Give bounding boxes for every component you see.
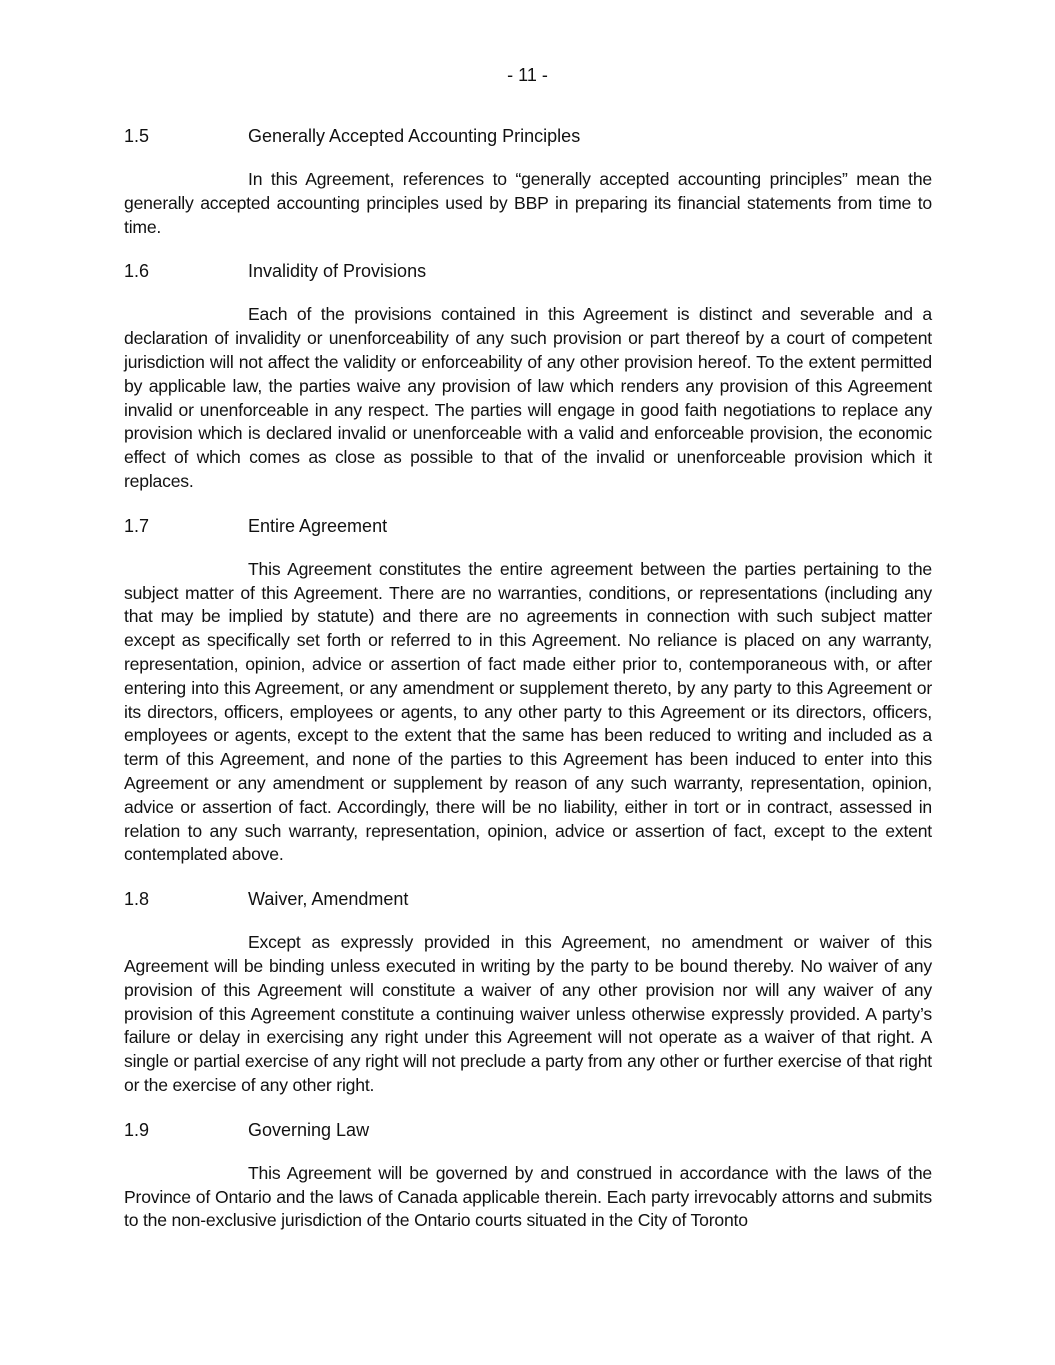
section-heading (124, 259, 932, 283)
section-paragraph: This Agreement will be governed by and construed in accordance with the laws of the Province of Ontario and the laws of Canada applicable therein. Each party irrevocably attorns and submits to the non-exclusive jurisdiction of the Ontario courts situated in the City of Toronto (124, 1162, 932, 1231)
section-heading (124, 124, 932, 148)
section-paragraph: In this Agreement, references to “generally accepted accounting principles” mean the generally accepted accounting principles used by BBP in preparing its financial statements from time to time. (124, 169, 932, 237)
section-title: Generally Accepted Accounting Principles (248, 126, 581, 146)
section-number: 1.7 (124, 515, 150, 536)
section-number: 1.6 (124, 261, 150, 282)
section-paragraph: Each of the provisions contained in this Agreement is distinct and severable and a declaration of invalidity or unenforceability of any such provision or part thereof by a court of competent jurisdiction will not affect the validity or enforceability of any other provision hereof. To the extent permitted by applicable law, the parties waive any provision of law which renders any provision of this Agreement invalid or unenforceable in any respect. The parties will engage in good faith negotiations to replace any provision which is declared invalid or unenforceable with a valid and enforceable provision, the economic effect of which comes as close as possible to that of the invalid or unenforceable provision which it replaces. (124, 304, 932, 491)
section-heading (124, 514, 932, 538)
section-title: Entire Agreement (248, 515, 388, 536)
section-heading (124, 1118, 932, 1142)
section-title: Governing Law (248, 1119, 370, 1140)
section-heading (124, 887, 932, 911)
section-1-9 (124, 1118, 932, 1233)
section-1-5 (124, 124, 932, 239)
section-1-6 (124, 259, 932, 493)
section-paragraph: Except as expressly provided in this Agreement, no amendment or waiver of this Agreement will be binding unless executed in writing by the party to be bound thereby. No waiver of any provision of this Agreement will constitute a waiver of any other provision nor will any waiver of any provision of this Agreement constitute a continuing waiver unless otherwise expressly provided. A party’s failure or delay in exercising any right under this Agreement will not operate as a waiver of that right. A single or partial exercise of any right will not preclude a party from any other or further exercise of that right or the exercise of any other right. (124, 932, 932, 1095)
section-number: 1.8 (124, 889, 150, 910)
section-1-8 (124, 887, 932, 1098)
section-number: 1.9 (124, 1119, 150, 1140)
document-body (124, 124, 932, 1253)
section-1-7 (124, 514, 932, 867)
section-title: Waiver, Amendment (248, 889, 409, 910)
section-title: Invalidity of Provisions (248, 261, 427, 282)
section-number: 1.5 (124, 126, 150, 146)
section-paragraph: This Agreement constitutes the entire agreement between the parties pertaining to the subject matter of this Agreement. There are no warranties, conditions, or representations (including any that may be implied by statute) and there are no agreements in connection with such subject matter except as specifically set forth or referred to in this Agreement. No reliance is placed on any warranty, representation, opinion, advice or assertion of fact made either prior to, contemporaneous with, or after entering into this Agreement, or any amendment or supplement thereto, by any party to this Agreement or its directors, officers, employees or agents, to any other party to this Agreement or its directors, officers, employees or agents, except to the extent that the same has been reduced to writing and included as a term of this Agreement, and none of the parties to this Agreement has been induced to enter into this Agreement or any amendment or supplement by reason of any such warranty, representation, opinion, advice or assertion of fact. Accordingly, there will be no liability, either in tort or in contract, assessed in relation to any such warranty, representation, opinion, advice or assertion of fact, except to the extent contemplated above. (124, 558, 932, 865)
page-number: - 11 - (507, 65, 548, 85)
